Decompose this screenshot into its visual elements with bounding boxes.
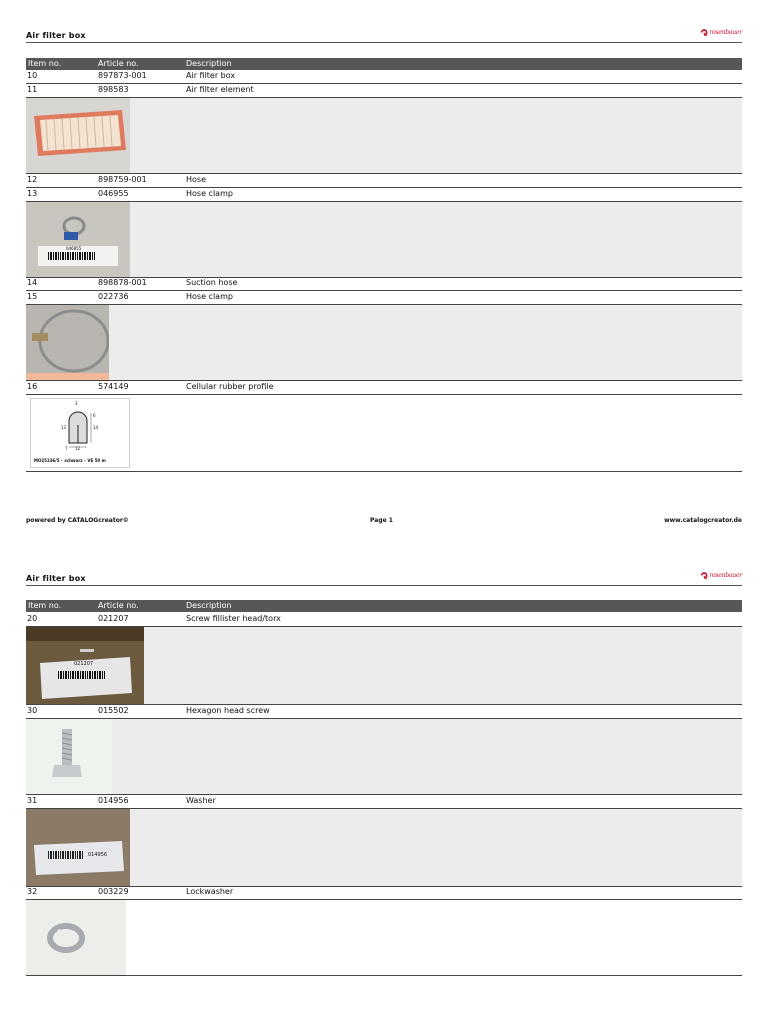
article-number: 898759-001 (98, 175, 147, 184)
washer-label-photo (26, 809, 130, 886)
article-number: 898878-001 (98, 278, 147, 287)
large-hose-clamp-photo (26, 305, 109, 380)
rosenbauer-logo-icon (700, 571, 708, 580)
image-band (26, 305, 742, 381)
logo-text: rosenbauer (709, 28, 742, 36)
title-rule (26, 585, 742, 586)
description: Air filter element (186, 85, 254, 94)
table-row (26, 277, 742, 291)
description: Hose (186, 175, 206, 184)
dim-label: 7 (65, 446, 68, 451)
dim-label: 12 (75, 446, 81, 451)
table-row (26, 613, 742, 627)
description: Hose clamp (186, 292, 233, 301)
col-item-header: Item no. (28, 601, 62, 610)
brand-logo (700, 27, 742, 37)
item-number: 31 (27, 796, 38, 805)
table-row (26, 70, 742, 84)
image-band (26, 627, 742, 705)
image-band (26, 809, 742, 887)
col-article-header: Article no. (98, 601, 139, 610)
article-number: 897873-001 (98, 71, 147, 80)
article-number: 021207 (98, 614, 129, 623)
item-number: 14 (27, 278, 38, 287)
item-number: 32 (27, 887, 38, 896)
item-number: 16 (27, 382, 38, 391)
dim-label: 14 (93, 425, 99, 430)
article-number: 898583 (98, 85, 129, 94)
footer-powered-by: powered by CATALOGcreator© (26, 517, 129, 524)
description: Hose clamp (186, 189, 233, 198)
col-desc-header: Description (186, 59, 232, 68)
screw-label-photo (26, 627, 144, 704)
col-item-header: Item no. (28, 59, 62, 68)
image-band (26, 202, 742, 278)
dim-label: 6 (93, 413, 96, 418)
description: Air filter box (186, 71, 236, 80)
profile-caption: MO25236/5 – schwarz – VE 50 m (34, 458, 106, 463)
table-row (26, 886, 742, 900)
page-title: Air filter box (26, 574, 86, 583)
title-rule (26, 42, 742, 43)
logo-text: rosenbauer (709, 571, 742, 579)
item-number: 11 (27, 85, 38, 94)
rosenbauer-logo-icon (700, 28, 708, 37)
article-number: 046955 (98, 189, 129, 198)
article-number: 015502 (98, 706, 129, 715)
article-number: 574149 (98, 382, 129, 391)
table-header (26, 58, 742, 70)
item-number: 20 (27, 614, 38, 623)
description: Washer (186, 796, 216, 805)
table-row (26, 188, 742, 202)
hose-clamp-photo (26, 202, 130, 277)
lockwasher-photo (26, 900, 126, 975)
item-number: 10 (27, 71, 38, 80)
table-row (26, 705, 742, 719)
table-header (26, 600, 742, 612)
footer-page-number: Page 1 (370, 517, 393, 524)
description: Lockwasher (186, 887, 234, 896)
page-title: Air filter box (26, 31, 86, 40)
table-row (26, 174, 742, 188)
image-band (26, 900, 742, 976)
rubber-profile-drawing (30, 398, 130, 468)
article-number: 003229 (98, 887, 129, 896)
dim-label: 3 (75, 401, 78, 406)
hexagon-screw-photo (26, 719, 112, 794)
air-filter-photo (26, 98, 130, 173)
description: Screw fillister head/torx (186, 614, 281, 623)
item-number: 13 (27, 189, 38, 198)
washer-label-text: 014956 (88, 852, 108, 858)
col-desc-header: Description (186, 601, 232, 610)
dim-label: 13 (61, 425, 67, 430)
clamp-label-text: 046955 (66, 246, 82, 251)
item-number: 12 (27, 175, 38, 184)
image-band (26, 395, 742, 472)
table-row (26, 381, 742, 395)
footer-website-link[interactable]: www.catalogcreator.de (664, 517, 742, 524)
article-number: 014956 (98, 796, 129, 805)
description: Hexagon head screw (186, 706, 270, 715)
table-row (26, 291, 742, 305)
description: Cellular rubber profile (186, 382, 274, 391)
col-article-header: Article no. (98, 59, 139, 68)
brand-logo (700, 570, 742, 580)
description: Suction hose (186, 278, 238, 287)
image-band (26, 98, 742, 174)
table-row (26, 795, 742, 809)
page-footer (26, 517, 742, 527)
item-number: 15 (27, 292, 38, 301)
item-number: 30 (27, 706, 38, 715)
table-row (26, 84, 742, 98)
article-number: 022736 (98, 292, 129, 301)
image-band (26, 719, 742, 795)
screw-label-text: 021207 (74, 661, 94, 667)
